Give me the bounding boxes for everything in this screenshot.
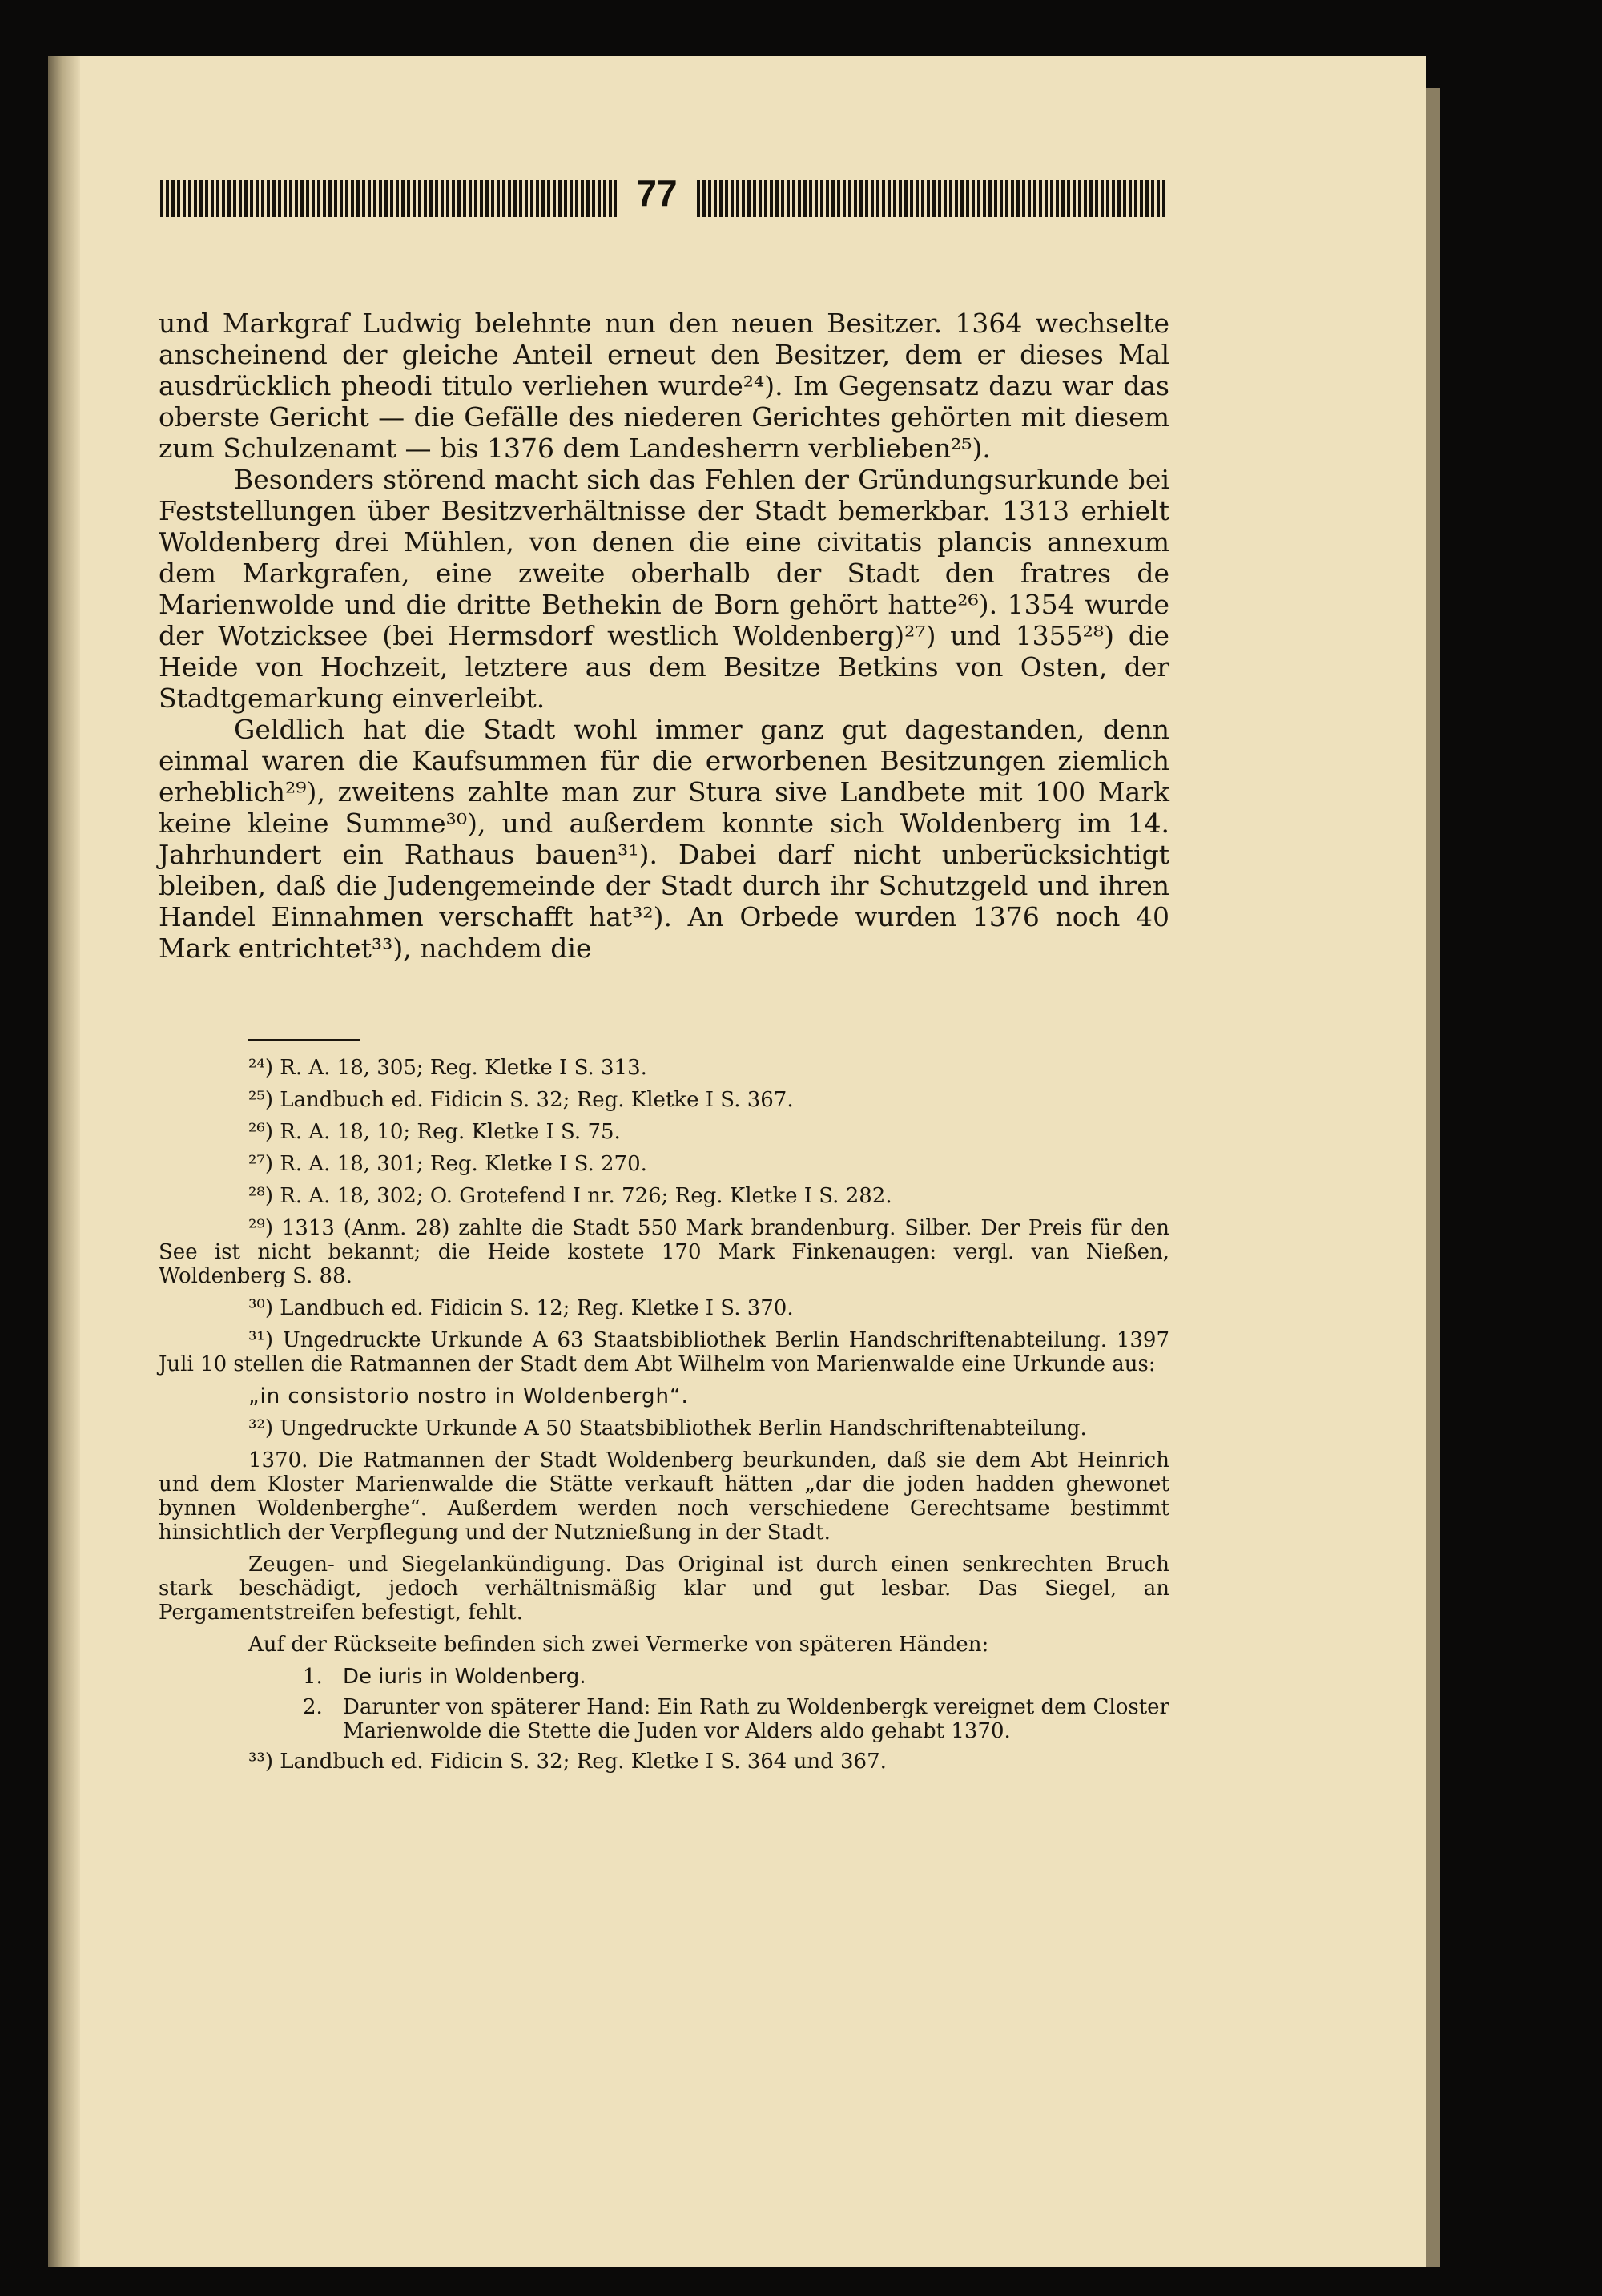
footnote-32-paragraph: Zeugen- und Siegelankündigung. Das Original ist durch einen senkrechten Bruch stark beschädigt, jedoch verhältnismäßig klar und gut lesbar. Das Siegel, an Pergamentstreifen befestigt, fehlt. xyxy=(159,1553,1169,1625)
body-paragraph: Besonders störend macht sich das Fehlen der Gründungsurkunde bei Feststellungen über Besitzverhältnisse der Stadt bemerkbar. 1313 erhielt Woldenberg drei Mühlen, von denen die eine civitatis plancis annexum dem Markgrafen, eine zweite oberhalb der Stadt den fratres de Marienwolde und die dritte Bethekin de Born gehört hatte²⁶). 1354 wurde der Wotzicksee (bei Hermsdorf westlich Woldenberg)²⁷) und 1355²⁸) die Heide von Hochzeit, letztere aus dem Besitze Betkins von Osten, der Stadtgemarkung einverleibt. xyxy=(159,464,1169,714)
body-paragraph: und Markgraf Ludwig belehnte nun den neuen Besitzer. 1364 wechselte anscheinend der gleiche Anteil erneut den Besitzer, dem er dieses Mal ausdrücklich pheodi titulo verliehen wurde²⁴). Im Gegensatz dazu war das oberste Gericht — die Gefälle des niederen Gerichtes gehörten mit diesem zum Schulzenamt — bis 1376 dem Landesherrn verblieben²⁵). xyxy=(159,308,1169,464)
footnote-30: ³⁰) Landbuch ed. Fidicin S. 12; Reg. Kletke I S. 370. xyxy=(248,1296,794,1320)
footnote-32-paragraph: Auf der Rückseite befinden sich zwei Vermerke von späteren Händen: xyxy=(248,1633,989,1657)
footnote-29: ²⁹) 1313 (Anm. 28) zahlte die Stadt 550 Mark brandenburg. Silber. Der Preis für den See ist nicht bekannt; die Heide kostete 170 Mark Finkenaugen: vergl. van Nießen, Woldenberg S. 88. xyxy=(159,1216,1169,1288)
footnote-32-paragraph: 1370. Die Ratmannen der Stadt Woldenberg beurkunden, daß sie dem Abt Heinrich und dem Kloster Marienwalde die Stätte verkauft hätten „dar die joden hadden ghewonet bynnen Woldenberghe“. Außerdem werden noch verschiedene Gerechtsame bestimmt hinsichtlich der Verpflegung und der Nutznießung in der Stadt. xyxy=(159,1448,1169,1545)
page-number: 77 xyxy=(636,172,678,214)
header-rule-right xyxy=(697,180,1168,217)
footnote-25: ²⁵) Landbuch ed. Fidicin S. 32; Reg. Kletke I S. 367. xyxy=(248,1088,794,1112)
book-gutter-shadow xyxy=(48,56,80,2267)
footnote-32-list-item xyxy=(159,1665,1169,1689)
footnote-31-quote: „in consistorio nostro in Woldenbergh“. xyxy=(248,1384,689,1408)
footnote-32-list-item xyxy=(159,1695,1169,1743)
body-paragraph: Geldlich hat die Stadt wohl immer ganz gut dagestanden, denn einmal waren die Kaufsummen für die erworbenen Besitzungen ziemlich erheblich²⁹), zweitens zahlte man zur Stura sive Landbete mit 100 Mark keine kleine Summe³⁰), und außerdem konnte sich Woldenberg im 14. Jahrhundert ein Rathaus bauen³¹). Dabei darf nicht unberücksichtigt bleiben, daß die Judengemeinde der Stadt durch ihr Schutzgeld und ihren Handel Einnahmen verschafft hat³²). An Orbede wurden 1376 noch 40 Mark entrichtet³³), nachdem die xyxy=(159,714,1169,964)
footnotes xyxy=(159,1056,1169,1782)
header-rule-left xyxy=(160,180,617,217)
footnote-24: ²⁴) R. A. 18, 305; Reg. Kletke I S. 313. xyxy=(248,1056,647,1080)
list-text: De iuris in Woldenberg. xyxy=(343,1665,586,1689)
footnote-separator xyxy=(248,1039,360,1041)
footnote-32: ³²) Ungedruckte Urkunde A 50 Staatsbibliothek Berlin Handschriftenabteilung. xyxy=(248,1416,1087,1440)
footnote-26: ²⁶) R. A. 18, 10; Reg. Kletke I S. 75. xyxy=(248,1120,621,1144)
list-text: Darunter von späterer Hand: Ein Rath zu Woldenbergk vereignet dem Closter Marienwolde die Stette die Juden vor Alders aldo gehabt 1370. xyxy=(343,1695,1169,1743)
list-number: 2. xyxy=(303,1695,323,1719)
footnote-28: ²⁸) R. A. 18, 302; O. Grotefend I nr. 726; Reg. Kletke I S. 282. xyxy=(248,1184,892,1208)
footnote-33: ³³) Landbuch ed. Fidicin S. 32; Reg. Kletke I S. 364 und 367. xyxy=(248,1750,887,1774)
body-text xyxy=(159,308,1169,964)
footnote-27: ²⁷) R. A. 18, 301; Reg. Kletke I S. 270. xyxy=(248,1152,647,1176)
footnote-31: ³¹) Ungedruckte Urkunde A 63 Staatsbibliothek Berlin Handschriftenabteilung. 1397 Juli 10 stellen die Ratmannen der Stadt dem Abt Wilhelm von Marienwalde eine Urkunde aus: xyxy=(159,1328,1169,1376)
list-number: 1. xyxy=(303,1665,323,1689)
